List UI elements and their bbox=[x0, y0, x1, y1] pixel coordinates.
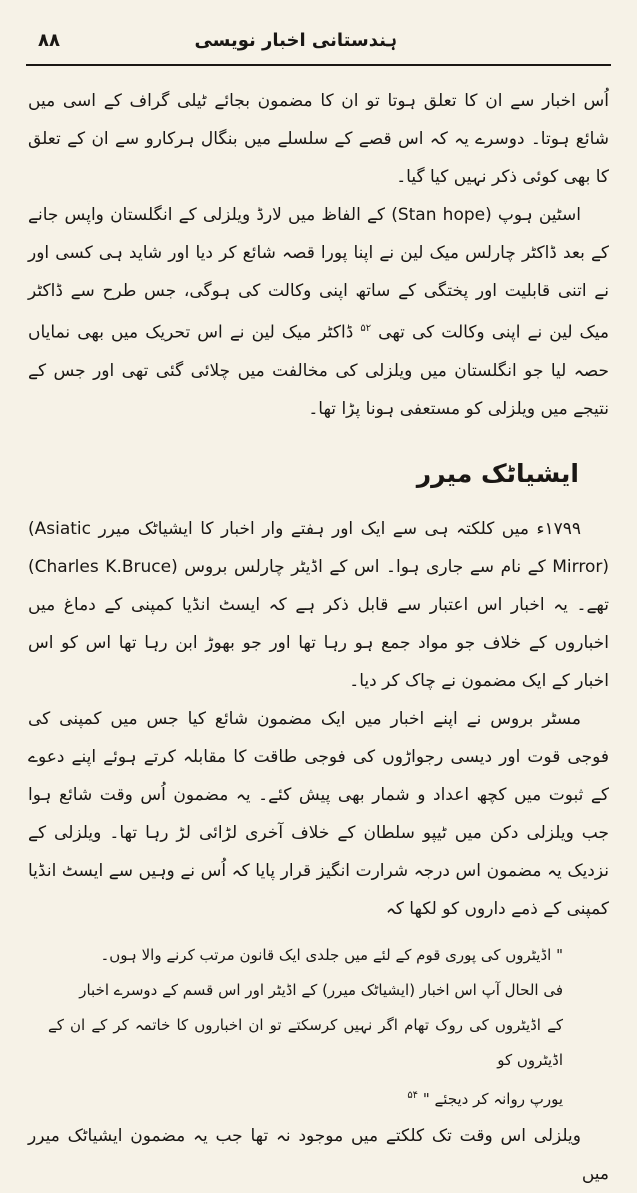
stanhope-english: (Stan hope) bbox=[391, 205, 492, 225]
stanhope-name: اسٹین ہوپ bbox=[497, 205, 582, 225]
paragraph-2-text: کے الفاظ میں لارڈ ویلزلی کے انگلستان واپس جانے کے بعد ڈاکٹر چارلس میک لین نے اپنا پورا قصہ شائع کر دیا اور شاید ہی کسی اور نے اتنی قابلیت اور پختگی کے ساتھ اپنی وکالت کی ہوگی، جس طرح سے ڈاکٹر میک لین نے اپنی وکالت کی تھی bbox=[28, 205, 610, 343]
block-quote bbox=[48, 938, 563, 1117]
page-body bbox=[28, 82, 609, 1193]
paragraph-2 bbox=[28, 196, 609, 428]
charles-bruce-english: (Charles K.Bruce) bbox=[28, 556, 178, 577]
quote-line-4-text: یورپ روانہ کر دیجئے " bbox=[422, 1089, 563, 1108]
paragraph-3-text: تھے۔ یہ اخبار اس اعتبار سے قابل ذکر ہے کہ ایسٹ انڈیا کمپنی کے دماغ میں اخباروں کے خلاف جو مواد جمع ہو رہا تھا اور جو بھوڑ ابن رہا تھا اس کو اس اخبار کے ایک مضمون نے چاک کر دیا۔ bbox=[28, 594, 609, 691]
page-number: ۸۸ bbox=[38, 30, 60, 51]
page-header bbox=[30, 30, 607, 64]
quote-line-3: کے اڈیٹروں کی روک تھام اگر نہیں کرسکتے تو ان اخباروں کا خاتمہ کر کے ان کے اڈیٹروں کو bbox=[48, 1015, 563, 1069]
quote-line-1: " اڈیٹروں کی پوری قوم کے لئے میں جلدی ایک قانون مرتب کرنے والا ہوں۔ bbox=[100, 945, 563, 964]
footnote-marker-54: ۵۴ bbox=[407, 1089, 419, 1101]
paragraph-1-line-1: اُس اخبار سے ان کا تعلق ہوتا تو ان کا مضمون بجائے ٹیلی گراف کے اسی میں شائع ہوتا۔ دوسرے bbox=[28, 91, 609, 149]
paragraph-1 bbox=[28, 82, 609, 196]
quote-line-4 bbox=[48, 1078, 563, 1117]
paragraph-4: مسٹر بروس نے اپنے اخبار میں ایک مضمون شائع کیا جس میں کمپنی کی فوجی قوت اور دیسی رجواڑوں کی فوجی طاقت کا مقابلہ کرتے ہوئے اپنے دعوے کے ثبوت میں کچھ اعداد و شمار بھی پیش کئے۔ یہ مضمون اُس وقت شائع ہوا جب ویلزلی دکن میں ٹیپو سلطان کے خلاف آخری لڑائی لڑ رہا تھا۔ ویلزلی کے نزدیک یہ مضمون اس درجہ شرارت انگیز قرار پایا کہ اُس نے وہیں سے ایسٹ انڈیا کمپنی کے ذمے داروں کو لکھا کہ bbox=[28, 708, 609, 919]
paragraph-3-editor: کے نام سے جاری ہوا۔ اس کے اڈیٹر چارلس بروس bbox=[184, 556, 546, 577]
header-rule bbox=[26, 64, 611, 66]
section-heading: ایشیاٹک میرر bbox=[416, 458, 579, 488]
running-title: ہندستانی اخبار نویسی bbox=[194, 30, 397, 51]
paragraph-3-intro: ۱۷۹۹ء میں کلکتہ ہی سے ایک اور ہفتے وار اخبار کا ایشیاٹک میرر bbox=[98, 518, 581, 539]
paragraph-2-continuation: ڈاکٹر میک لین نے اس تحریک میں بھی نمایاں حصہ لیا جو انگلستان میں ویلزلی کی مخالفت میں چلائی گئی تھی اور جس کے نتیجے میں ویلزلی کو مستعفی ہونا پڑا تھا۔ bbox=[28, 322, 609, 419]
asiatic-mirror-english: (Asiatic Mirror) bbox=[28, 518, 609, 577]
paragraph-1-line-2: یہ کہ اس قصے کے سلسلے میں بنگال ہرکارو سے ان کے تعلق کا بھی کوئی ذکر نہیں کیا گیا۔ bbox=[28, 129, 609, 187]
footnote-marker-52: ۵۲ bbox=[360, 323, 372, 334]
quote-line-2: فی الحال آپ اس اخبار (ایشیاٹک میرر) کے اڈیٹر اور اس قسم کے دوسرے اخبار bbox=[79, 980, 563, 999]
paragraph-3 bbox=[28, 510, 609, 700]
final-paragraph: ویلزلی اس وقت تک کلکتے میں موجود نہ تھا جب یہ مضمون ایشیاٹک میرر میں bbox=[28, 1125, 609, 1184]
